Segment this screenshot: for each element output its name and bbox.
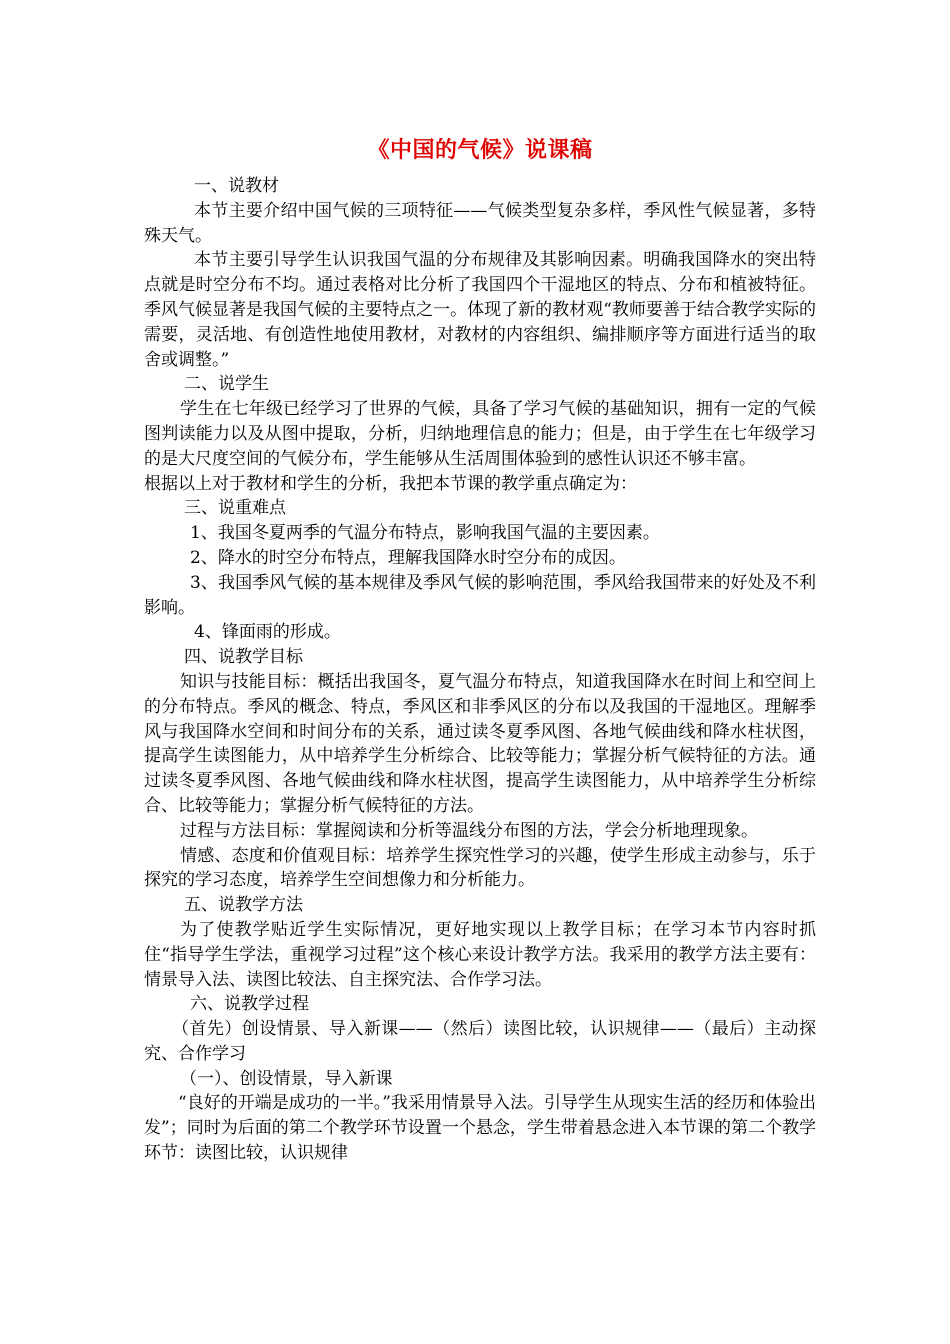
paragraph-emotion-objective: 情感、态度和价值观目标：培养学生探究性学习的兴趣，使学生形成主动参与，乐于探究的学习态度，培养学生空间想像力和分析能力。 — [144, 845, 816, 891]
document-title: 《中国的气候》说课稿 — [367, 137, 593, 163]
heading-step-1: （一）、创设情景，导入新课 — [180, 1068, 393, 1089]
key-point-3: 3、我国季风气候的基本规律及季风气候的影响范围，季风给我国带来的好处及不利影响。 — [144, 572, 816, 618]
paragraph-focus-intro: 根据以上对于教材和学生的分析，我把本节课的教学重点确定为： — [144, 473, 637, 494]
paragraph-students: 学生在七年级已经学习了世界的气候，具备了学习气候的基础知识，拥有一定的气候图判读能力以及从图中提取，分析，归纳地理信息的能力；但是，由于学生在七年级学习的是大尺度空间的气候分布，学生能够从生活周围体验到的感性认识还不够丰富。 — [144, 399, 816, 469]
heading-process: 六、说教学过程 — [190, 994, 309, 1015]
paragraph-methods: 为了使教学贴近学生实际情况，更好地实现以上教学目标；在学习本节内容时抓住“指导学生学法，重视学习过程”这个核心来设计教学方法。我采用的教学方法主要有：情景导入法、读图比较法、自主探究法、合作学习法。 — [144, 919, 816, 990]
paragraph-textbook-2: 本节主要引导学生认识我国气温的分布规律及其影响因素。明确我国降水的突出特点就是时空分布不均。通过表格对比分析了我国四个干湿地区的特点、分布和植被特征。季风气候显著是我国气候的主要特点之一。体现了新的教材观“教师要善于结合教学实际的需要，灵活地、有创造性地使用教材，对教材的内容组织、编排顺序等方面进行适当的取舍或调整。” — [144, 250, 816, 370]
heading-key-points: 三、说重难点 — [184, 498, 286, 519]
heading-methods: 五、说教学方法 — [184, 895, 303, 916]
paragraph-textbook-1: 本节主要介绍中国气候的三项特征——气候类型复杂多样，季风性气候显著，多特殊天气。 — [144, 200, 816, 246]
heading-students: 二、说学生 — [184, 374, 269, 395]
paragraph-step-1: “良好的开端是成功的一半。”我采用情景导入法。引导学生从现实生活的经历和体验出发”；同时为后面的第二个教学环节设置一个悬念，学生带着悬念进入本节课的第二个教学环节：读图比较，认识规律 — [144, 1093, 816, 1164]
heading-objectives: 四、说教学目标 — [184, 647, 303, 668]
document-page — [144, 130, 816, 1166]
paragraph-process-flow: （首先）创设情景、导入新课——（然后）读图比较，认识规律——（最后）主动探究、合作学习 — [144, 1019, 816, 1064]
paragraph-process-objective: 过程与方法目标：掌握阅读和分析等温线分布图的方法，学会分析地理现象。 — [180, 820, 758, 841]
key-point-4: 4、锋面雨的形成。 — [194, 622, 341, 643]
paragraph-knowledge-objective: 知识与技能目标：概括出我国冬，夏气温分布特点，知道我国降水在时间上和空间上的分布特点。季风的概念、特点，季风区和非季风区的分布以及我国的干湿地区。理解季风与我国降水空间和时间分布的关系，通过读冬夏季风图、各地气候曲线和降水柱状图，提高学生读图能力，从中培养学生分析综合、比较等能力；掌握分析气候特征的方法。通过读冬夏季风图、各地气候曲线和降水柱状图，提高学生读图能力，从中培养学生分析综合、比较等能力；掌握分析气候特征的方法。 — [144, 671, 816, 816]
key-point-1: 1、我国冬夏两季的气温分布特点，影响我国气温的主要因素。 — [190, 523, 660, 544]
heading-textbook: 一、说教材 — [194, 176, 279, 196]
key-point-2: 2、降水的时空分布特点，理解我国降水时空分布的成因。 — [190, 547, 626, 568]
